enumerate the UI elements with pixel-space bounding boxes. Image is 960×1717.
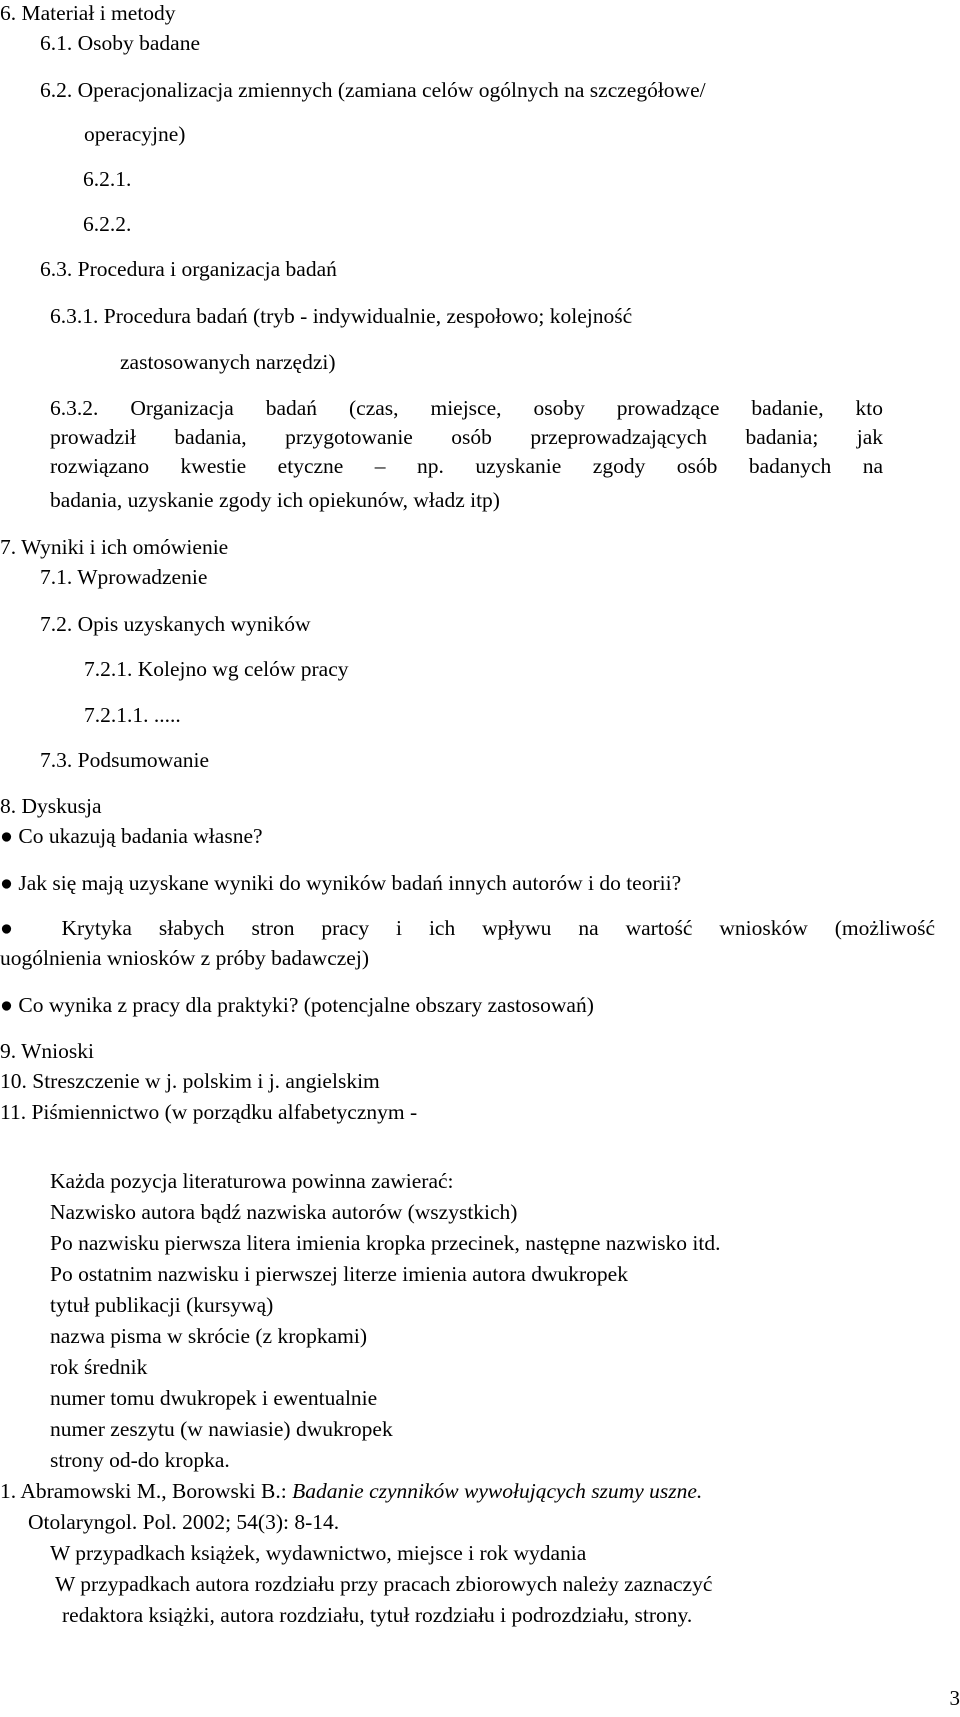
paragraph-line: prowadził badania, przygotowanie osób przeprowadzających badania; jak (50, 425, 883, 449)
heading-6: 6. Materiał i metody (0, 1, 176, 25)
note-chapter: W przypadkach autora rozdziału przy pracach zbiorowych należy zaznaczyć (55, 1572, 713, 1596)
citation-authors: 1. Abramowski M., Borowski B.: (0, 1479, 293, 1503)
rule-line: Każda pozycja literaturowa powinna zawierać: (50, 1169, 454, 1193)
example-citation (0, 1478, 702, 1504)
rule-line: Nazwisko autora bądź nazwiska autorów (wszystkich) (50, 1200, 518, 1224)
rule-line: Po nazwisku pierwsza litera imienia kropka przecinek, następne nazwisko itd. (50, 1231, 721, 1255)
note-chapter-cont: redaktora książki, autora rozdziału, tytuł rozdziału i podrozdziału, strony. (62, 1603, 693, 1627)
heading-6-3-1: 6.3.1. Procedura badań (tryb - indywidualnie, zespołowo; kolejność (50, 304, 633, 328)
heading-6-1: 6.1. Osoby badane (40, 31, 201, 55)
bullet-line: uogólnienia wniosków z próby badawczej) (0, 946, 369, 970)
heading-11: 11. Piśmiennictwo (w porządku alfabetycznym - (0, 1100, 418, 1124)
heading-6-2-2: 6.2.2. (83, 212, 132, 236)
rule-line: numer tomu dwukropek i ewentualnie (50, 1386, 378, 1410)
heading-7-1: 7.1. Wprowadzenie (40, 565, 208, 589)
rule-line: nazwa pisma w skrócie (z kropkami) (50, 1324, 368, 1348)
bullet-item: ● Co wynika z pracy dla praktyki? (potencjalne obszary zastosowań) (0, 993, 594, 1017)
paragraph-line: rozwiązano kwestie etyczne – np. uzyskanie zgody osób badanych na (50, 454, 883, 478)
bullet-line: ● Krytyka słabych stron pracy i ich wpływu na wartość wniosków (możliwość (0, 916, 935, 940)
heading-6-3: 6.3. Procedura i organizacja badań (40, 257, 337, 281)
rule-line: rok średnik (50, 1355, 148, 1379)
rule-line: strony od-do kropka. (50, 1448, 230, 1472)
heading-6-2-cont: operacyjne) (84, 122, 186, 146)
heading-9: 9. Wnioski (0, 1039, 94, 1063)
heading-8: 8. Dyskusja (0, 794, 102, 818)
rule-line: Po ostatnim nazwisku i pierwszej literze imienia autora dwukropek (50, 1262, 628, 1286)
heading-7-2-1: 7.2.1. Kolejno wg celów pracy (84, 657, 349, 681)
heading-6-3-1-cont: zastosowanych narzędzi) (120, 350, 336, 374)
bullet-item: ● Co ukazują badania własne? (0, 824, 263, 848)
heading-7: 7. Wyniki i ich omówienie (0, 535, 229, 559)
heading-7-2-1-1: 7.2.1.1. ..... (84, 703, 181, 727)
paragraph-line: 6.3.2. Organizacja badań (czas, miejsce, osoby prowadzące badanie, kto (50, 396, 883, 420)
heading-6-2: 6.2. Operacjonalizacja zmiennych (zamiana celów ogólnych na szczegółowe/ (40, 78, 706, 102)
citation-title: Badanie czynników wywołujących szumy uszne. (292, 1479, 703, 1503)
rule-line: tytuł publikacji (kursywą) (50, 1293, 274, 1317)
bullet-item (0, 914, 935, 943)
paragraph-6-3-2-last: badania, uzyskanie zgody ich opiekunów, władz itp) (50, 488, 500, 512)
heading-10: 10. Streszczenie w j. polskim i j. angielskim (0, 1069, 380, 1093)
heading-6-2-1: 6.2.1. (83, 167, 132, 191)
heading-7-3: 7.3. Podsumowanie (40, 748, 210, 772)
citation-journal: Otolaryngol. Pol. 2002; 54(3): 8-14. (28, 1510, 340, 1534)
bullet-item: ● Jak się mają uzyskane wyniki do wyników badań innych autorów i do teorii? (0, 871, 682, 895)
page-number: 3 (949, 1686, 960, 1710)
heading-7-2: 7.2. Opis uzyskanych wyników (40, 612, 311, 636)
note-books: W przypadkach książek, wydawnictwo, miejsce i rok wydania (50, 1541, 587, 1565)
rule-line: numer zeszytu (w nawiasie) dwukropek (50, 1417, 393, 1441)
paragraph-6-3-2 (50, 394, 883, 481)
